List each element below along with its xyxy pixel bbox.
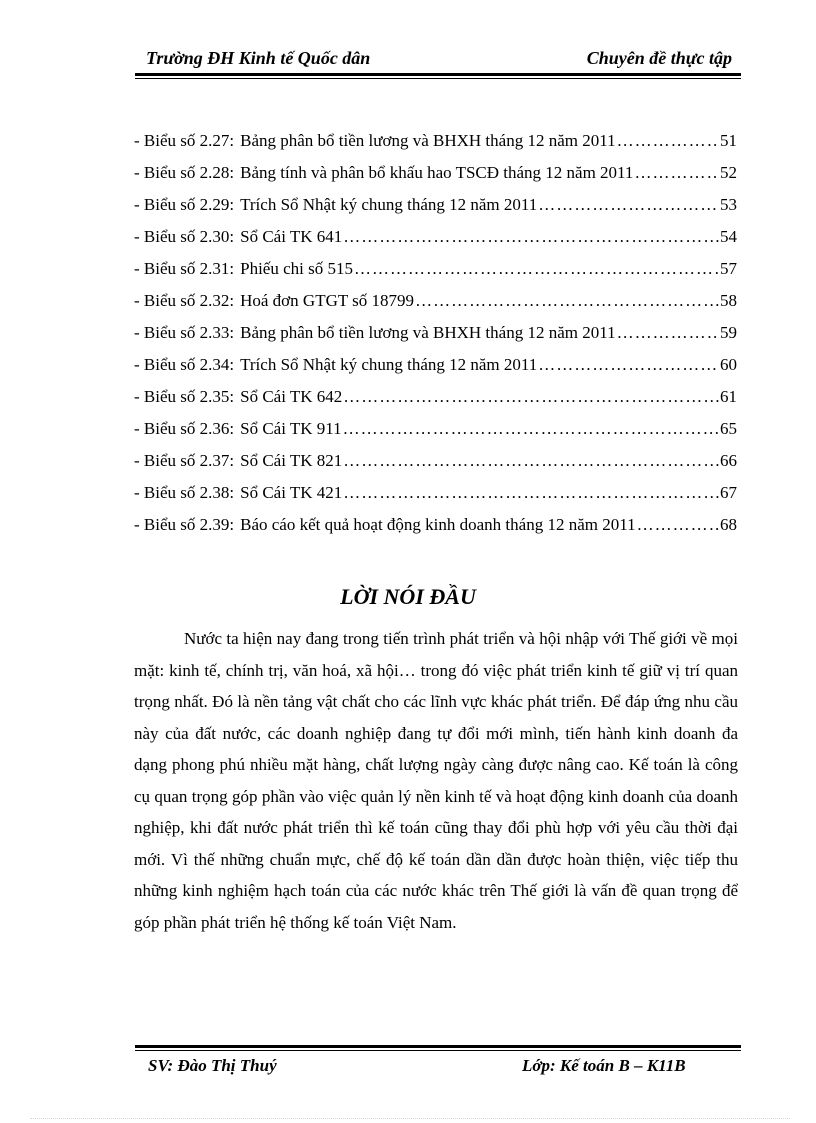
toc-label: Trích Sổ Nhật ký chung tháng 12 năm 2011 — [240, 355, 538, 374]
page-footer — [138, 1056, 738, 1080]
toc-page: 52 — [720, 163, 737, 182]
toc-leader — [634, 163, 719, 183]
toc-leader — [343, 419, 719, 439]
toc-number: - Biểu số 2.34: — [134, 355, 235, 374]
toc-number: - Biểu số 2.27: — [134, 131, 235, 150]
toc-page: 51 — [720, 131, 737, 150]
toc-number: - Biểu số 2.39: — [134, 515, 235, 534]
toc-number: - Biểu số 2.38: — [134, 483, 235, 502]
toc-leader — [637, 515, 719, 535]
toc-row — [134, 387, 737, 419]
toc-page: 59 — [720, 323, 737, 342]
toc-row — [134, 259, 737, 291]
toc-leader — [538, 195, 719, 215]
header-rule — [135, 73, 741, 76]
toc-number: - Biểu số 2.31: — [134, 259, 235, 278]
toc-leader — [343, 227, 719, 247]
page-edge-divider — [30, 1118, 790, 1119]
toc-leader — [415, 291, 719, 311]
table-of-figures — [134, 131, 737, 547]
header-rule-thin — [135, 78, 741, 79]
footer-class: Lớp: Kế toán B – K11B — [522, 1056, 686, 1075]
section-title: LỜI NÓI ĐẦU — [340, 584, 476, 609]
footer-student: SV: Đào Thị Thuý — [148, 1056, 277, 1075]
toc-leader — [617, 323, 719, 343]
toc-page: 66 — [720, 451, 737, 470]
toc-label: Bảng phân bổ tiền lương và BHXH tháng 12 năm 2011 — [240, 323, 616, 342]
toc-leader — [343, 483, 719, 503]
toc-row — [134, 131, 737, 163]
toc-page: 65 — [720, 419, 737, 438]
toc-leader — [354, 259, 719, 279]
toc-leader — [343, 451, 719, 471]
toc-leader — [538, 355, 719, 375]
toc-row — [134, 163, 737, 195]
intro-paragraph: Nước ta hiện nay đang trong tiến trình phát triển và hội nhập với Thế giới về mọi mặt: kinh tế, chính trị, văn hoá, xã hội… trong đó việc phát triển kinh tế giữ vị trí quan trọng nhất. Đó là nền tảng vật chất cho các lĩnh vực khác phát triển. Để đáp ứng nhu cầu này của đất nước, các doanh nghiệp đang tự đổi mới mình, tiến hành kinh doanh đa dạng phong phú nhiều mặt hàng, chất lượng ngày càng được nâng cao. Kế toán là công cụ quan trọng góp phần vào việc quản lý nền kinh tế và hoạt động kinh doanh của doanh nghiệp, khi đất nước phát triển thì kế toán cũng thay đổi phù hợp với yêu cầu thời đại mới. Vì thế những chuẩn mực, chế độ kế toán dần dần được hoàn thiện, việc tiếp thu những kinh nghiệm hạch toán của các nước khác trên Thế giới là vấn đề quan trọng để góp phần phát triển hệ thống kế toán Việt Nam. — [134, 629, 738, 932]
toc-label: Sổ Cái TK 421 — [240, 483, 343, 502]
toc-page: 67 — [720, 483, 737, 502]
toc-page: 61 — [720, 387, 737, 406]
toc-number: - Biểu số 2.37: — [134, 451, 235, 470]
toc-row — [134, 227, 737, 259]
toc-label: Sổ Cái TK 641 — [240, 227, 343, 246]
toc-number: - Biểu số 2.28: — [134, 163, 235, 182]
toc-page: 53 — [720, 195, 737, 214]
toc-page: 54 — [720, 227, 737, 246]
toc-label: Phiếu chi số 515 — [240, 259, 353, 278]
toc-row — [134, 419, 737, 451]
toc-number: - Biểu số 2.30: — [134, 227, 235, 246]
toc-number: - Biểu số 2.35: — [134, 387, 235, 406]
header-document-type: Chuyên đề thực tập — [586, 48, 732, 68]
toc-number: - Biểu số 2.29: — [134, 195, 235, 214]
toc-row — [134, 483, 737, 515]
toc-row — [134, 355, 737, 387]
toc-leader — [617, 131, 719, 151]
toc-label: Sổ Cái TK 642 — [240, 387, 343, 406]
toc-leader — [343, 387, 719, 407]
page-header — [138, 48, 738, 72]
toc-row — [134, 291, 737, 323]
toc-label: Báo cáo kết quả hoạt động kinh doanh tháng 12 năm 2011 — [240, 515, 636, 534]
toc-number: - Biểu số 2.36: — [134, 419, 235, 438]
toc-number: - Biểu số 2.33: — [134, 323, 235, 342]
toc-page: 68 — [720, 515, 737, 534]
header-university: Trường ĐH Kinh tế Quốc dân — [146, 48, 371, 68]
toc-label: Bảng phân bổ tiền lương và BHXH tháng 12 năm 2011 — [240, 131, 616, 150]
toc-row — [134, 195, 737, 227]
footer-rule — [135, 1045, 741, 1048]
toc-row — [134, 451, 737, 483]
toc-page: 58 — [720, 291, 737, 310]
toc-label: Sổ Cái TK 821 — [240, 451, 343, 470]
toc-page: 57 — [720, 259, 737, 278]
toc-number: - Biểu số 2.32: — [134, 291, 235, 310]
toc-label: Trích Sổ Nhật ký chung tháng 12 năm 2011 — [240, 195, 538, 214]
toc-row — [134, 515, 737, 547]
toc-page: 60 — [720, 355, 737, 374]
toc-label: Hoá đơn GTGT số 18799 — [240, 291, 415, 310]
toc-label: Bảng tính và phân bổ khấu hao TSCĐ tháng 12 năm 2011 — [240, 163, 634, 182]
toc-label: Sổ Cái TK 911 — [240, 419, 342, 438]
toc-row — [134, 323, 737, 355]
footer-rule-thin — [135, 1050, 741, 1051]
